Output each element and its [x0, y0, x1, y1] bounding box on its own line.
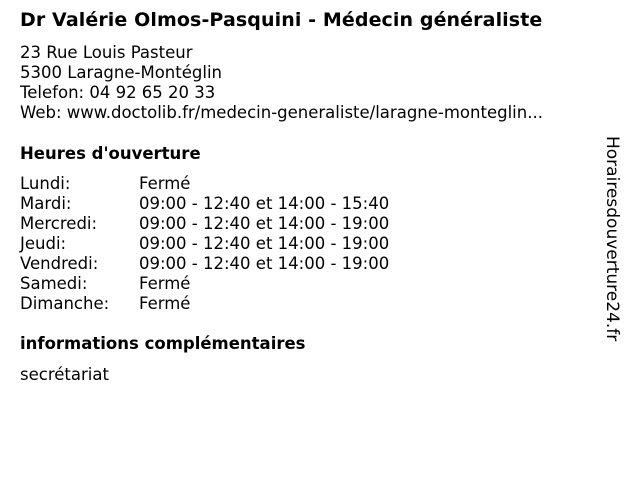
hours-time: Fermé: [139, 274, 191, 293]
address-block: [20, 43, 543, 123]
hours-time: 09:00 - 12:40 et 14:00 - 19:00: [139, 254, 390, 273]
info-heading: informations complémentaires: [20, 334, 306, 353]
hours-time: 09:00 - 12:40 et 14:00 - 19:00: [139, 234, 390, 253]
hours-day: Lundi:: [20, 174, 71, 193]
hours-day: Jeudi:: [20, 234, 67, 253]
address-street: 23 Rue Louis Pasteur: [20, 43, 193, 62]
hours-time: 09:00 - 12:40 et 14:00 - 15:40: [139, 194, 390, 213]
hours-time: Fermé: [139, 174, 191, 193]
hours-day: Mercredi:: [20, 214, 98, 233]
hours-time: Fermé: [139, 294, 191, 313]
address-city: 5300 Laragne-Montéglin: [20, 63, 222, 82]
hours-day: Vendredi:: [20, 254, 99, 273]
hours-time: 09:00 - 12:40 et 14:00 - 19:00: [139, 214, 390, 233]
hours-day: Dimanche:: [20, 294, 110, 313]
hours-day: Mardi:: [20, 194, 72, 213]
hours-day: Samedi:: [20, 274, 88, 293]
watermark: Horairesdouverture24.fr: [602, 136, 622, 342]
info-text: secrétariat: [20, 365, 109, 384]
hours-heading: Heures d'ouverture: [20, 144, 201, 163]
address-web: Web: www.doctolib.fr/medecin-generaliste/laragne-monteglin...: [20, 103, 543, 122]
page-title: Dr Valérie Olmos-Pasquini - Médecin généraliste: [20, 9, 543, 31]
address-phone: Telefon: 04 92 65 20 33: [20, 83, 216, 102]
